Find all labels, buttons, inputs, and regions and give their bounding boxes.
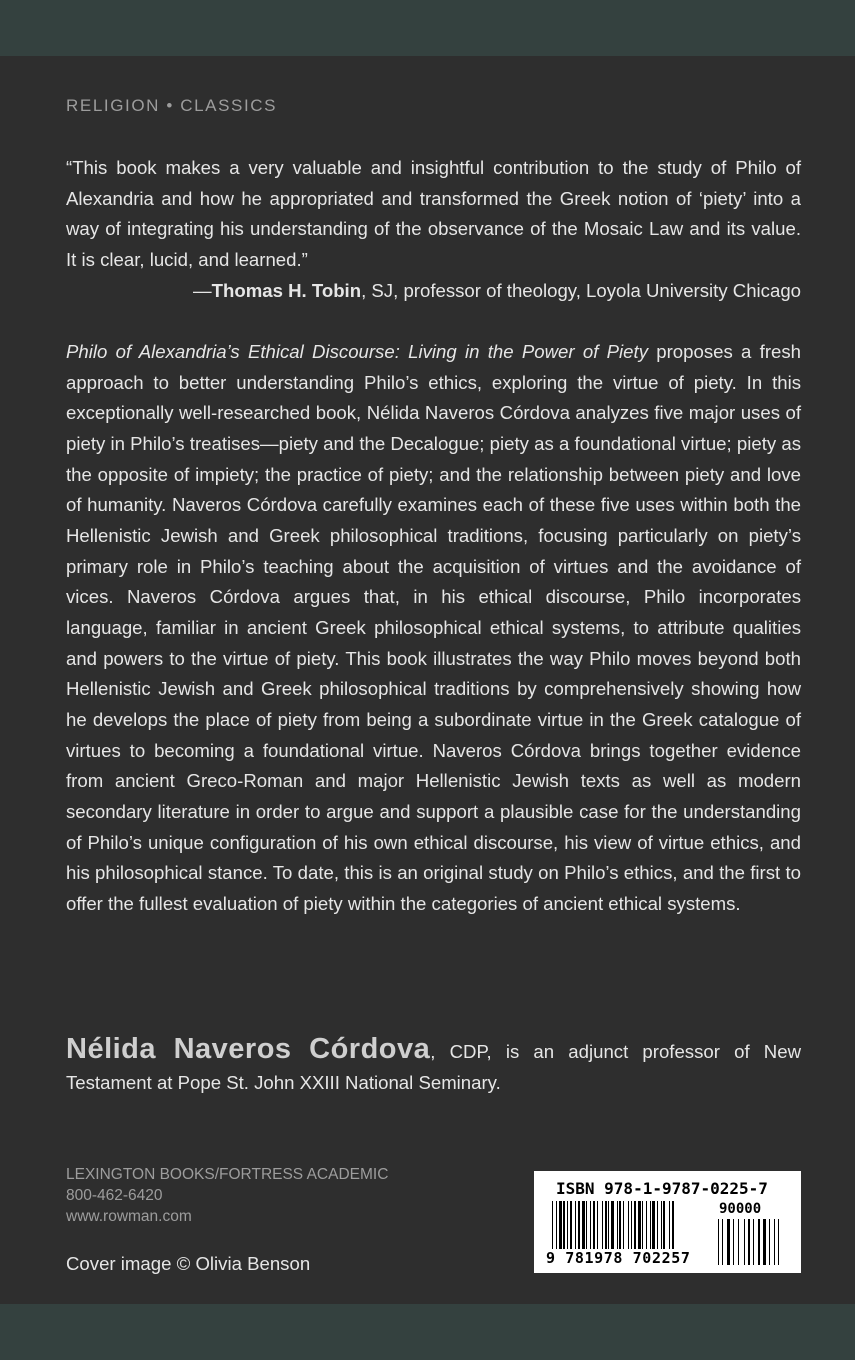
endorser-name: Thomas H. Tobin (211, 280, 362, 301)
price-code: 90000 (719, 1201, 762, 1217)
description-body: proposes a fresh approach to better understanding Philo’s ethics, exploring the virtue of piety. In this exceptionally well-researched book, Nélida Naveros Córdova analyzes five major uses of piety in Philo’s treatises—piety and the Decalogue; piety as a foundational virtue; piety as the opposite of impiety; the practice of piety; and the relationship between piety and love of humanity. Naveros Córdova carefully examines each of these five uses within both the Hellenistic Jewish and Greek philosophical traditions, focusing particularly on piety’s primary role in Philo’s teaching about the acquisition of virtues and the avoidance of vices. Naveros Córdova argues that, in his ethical discourse, Philo incorporates language, familiar in ancient Greek philosophical ethical systems, to attribute qualities and powers to the virtue of piety. This book illustrates the way Philo moves beyond both Hellenistic Jewish and Greek philosophical traditions by comprehensively showing how he develops the place of piety from being a subordinate virtue in the Greek catalogue of virtues to becoming a foundational virtue. Naveros Córdova brings together evidence from ancient Greco-Roman and major Hellenistic Jewish texts as well as modern secondary literature in order to argue and support a plausible case for the understanding of Philo’s unique configuration of his own ethical discourse, his view of virtue ethics, and his philosophical stance. To date, this is an original study on Philo’s ethics, and the first to offer the fullest evaluation of piety within the categories of ancient ethical systems. (66, 341, 802, 914)
endorsement-quote: “This book makes a very valuable and insightful contribution to the study of Philo of Alexandria and how he appropriated and transformed the Greek notion of ‘piety’ into a way of integrating his understanding of the observance of the Mosaic Law and its value. It is clear, lucid, and learned.” (66, 157, 801, 270)
top-band (0, 0, 855, 56)
book-title: Philo of Alexandria’s Ethical Discourse: Living in the Power of Piety (66, 341, 648, 362)
endorser-affiliation: , SJ, professor of theology, Loyola University Chicago (361, 280, 801, 301)
publisher-phone: 800-462-6420 (66, 1187, 163, 1204)
author-bio-text: , CDP, is an adjunct professor of New Testament at Pope St. John XXIII National Seminary. (66, 1041, 801, 1093)
publisher-info (66, 1164, 388, 1227)
bottom-band (0, 1304, 855, 1360)
author-bio (66, 1034, 801, 1098)
book-description (66, 337, 801, 919)
isbn-barcode (534, 1171, 801, 1273)
isbn-label: ISBN 978-1-9787-0225-7 (556, 1179, 768, 1198)
publisher-website: www.rowman.com (66, 1208, 192, 1225)
cover-credit: Cover image © Olivia Benson (66, 1253, 311, 1274)
endorsement-attribution (193, 276, 801, 307)
publisher-name: LEXINGTON BOOKS/FORTRESS ACADEMIC (66, 1166, 389, 1183)
category-label: RELIGION • CLASSICS (66, 96, 278, 115)
barcode-digits: 9 781978 702257 (546, 1249, 691, 1267)
attribution-dash: — (193, 280, 212, 301)
author-name: Nélida Naveros Córdova (66, 1033, 431, 1065)
